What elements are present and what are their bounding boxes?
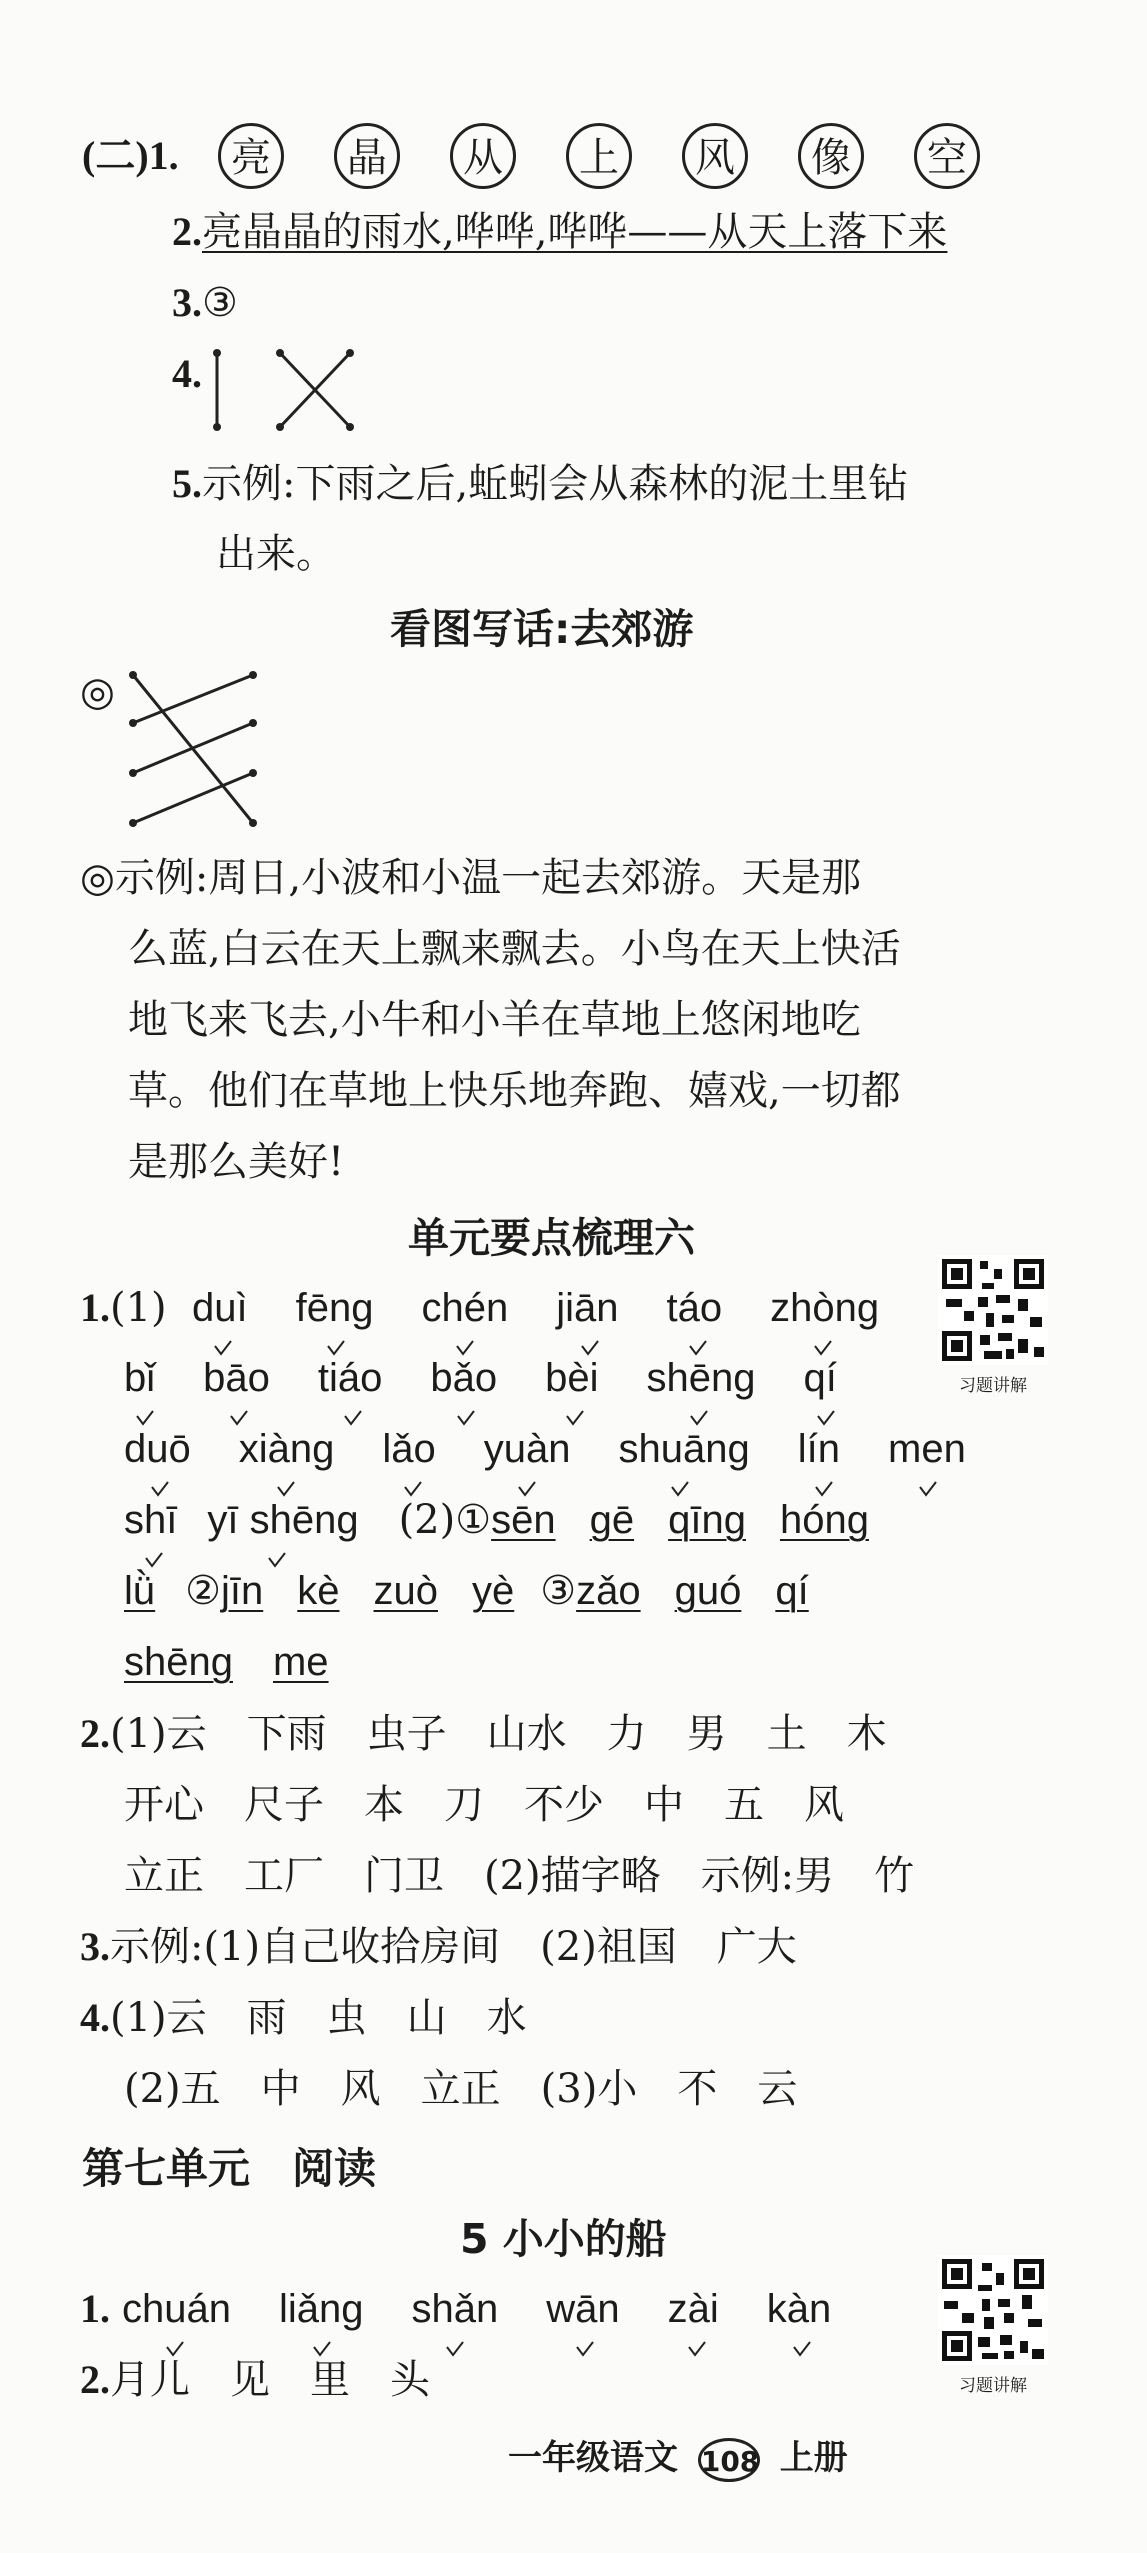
pinyin-item: wān (546, 2283, 619, 2335)
question-number: 3. (80, 1924, 110, 1969)
circled-char: 亮 (218, 123, 284, 189)
question-number: 5. (172, 461, 202, 506)
q2-2-row (172, 206, 947, 258)
pinyin-item: duō (124, 1423, 191, 1475)
pinyin-item: qí (804, 1352, 837, 1404)
sub-label: (1) (110, 1285, 167, 1331)
writing-line: 是那么美好! (128, 1139, 345, 1185)
pinyin-answer: yè (472, 1569, 515, 1613)
pinyin-row (122, 2283, 879, 2335)
pinyin-item: fēng (296, 1282, 374, 1334)
writing-line: 么蓝,白云在天上飘来飘去。小鸟在天上快活 (128, 926, 901, 972)
pinyin-answer: zǎo (576, 1569, 641, 1613)
pinyin-answer: jīn (221, 1569, 264, 1613)
check-icon (688, 2341, 706, 2357)
pinyin-item: lín (798, 1423, 840, 1475)
answer-row (80, 1992, 527, 2044)
question-number: 3. (172, 280, 202, 325)
circled-char: 晶 (334, 123, 400, 189)
question-number: 1. (80, 2286, 110, 2331)
pinyin-item: lǎo (382, 1423, 435, 1475)
question-number: 2. (80, 2357, 110, 2402)
answer-row (80, 1708, 887, 1760)
pinyin-item: kàn (767, 2283, 832, 2335)
answer-text: 月儿 见 里 头 (110, 2357, 430, 2403)
pinyin-item: shēng (647, 1352, 756, 1404)
answer-text: 示例:下雨之后,蚯蚓会从森林的泥土里钻 (202, 461, 909, 507)
unit-heading: 第七单元 阅读 (82, 2144, 377, 2193)
writing-line: 草。他们在草地上快乐地奔跑、嬉戏,一切都 (128, 1068, 901, 1114)
answer-row (80, 1921, 797, 1973)
qr-code[interactable] (938, 2255, 1048, 2396)
question-number: 2. (80, 1711, 110, 1756)
pinyin-item: tiáo (318, 1352, 383, 1404)
answer-text: 立正 工厂 门卫 (2)描字略 示例:男 竹 (124, 1853, 915, 1899)
page-footer (508, 2428, 848, 2488)
pinyin-item: yuàn (484, 1423, 571, 1475)
question-number: 4. (80, 1995, 110, 2040)
q2-4-row (172, 348, 202, 400)
footer-volume: 上册 (779, 2438, 848, 2478)
pinyin-item: shǎn (412, 2283, 499, 2335)
question-number: 1. (148, 133, 179, 178)
question-number: 2. (172, 209, 202, 254)
pinyin-row (124, 1494, 869, 1546)
pinyin-item: chén (421, 1282, 508, 1334)
pinyin-answer: shēng (124, 1640, 233, 1684)
check-icon (576, 2341, 594, 2357)
section-prefix: (二) (82, 133, 149, 178)
pinyin-answer: qīng (668, 1498, 746, 1542)
pinyin-item: zài (668, 2283, 719, 2335)
answer-text: 示例:(1)自己收拾房间 (2)祖国 广大 (110, 1924, 797, 1970)
pinyin-item: jiān (556, 1282, 618, 1334)
answer-text: ③ (202, 280, 238, 326)
sub-label: ③ (540, 1568, 577, 1614)
pinyin-item: yī shēng (207, 1494, 358, 1546)
target-mark: ◎ (80, 669, 115, 715)
pinyin-answer: zuò (373, 1569, 438, 1613)
question-number: 1. (80, 1285, 110, 1330)
question-number-row (80, 2283, 110, 2335)
writing-line: ◎示例:周日,小波和小温一起去郊游。天是那 (80, 855, 862, 901)
pinyin-item: xiàng (239, 1423, 335, 1475)
answer-text: (1)云 下雨 虫子 山水 力 男 土 木 (110, 1711, 887, 1757)
check-icon (446, 2341, 464, 2357)
circled-chars (218, 123, 1030, 189)
pinyin-item: liǎng (279, 2283, 364, 2335)
answer-text: 开心 尺子 本 刀 不少 中 五 风 (124, 1782, 844, 1828)
answer-text: (2)五 中 风 立正 (3)小 不 云 (124, 2066, 798, 2112)
pinyin-row (124, 1565, 809, 1617)
circled-char: 像 (798, 123, 864, 189)
pinyin-row (124, 1423, 1014, 1475)
answer-text: 亮晶晶的雨水,哗哗,哗哗——从天上落下来 (202, 209, 948, 255)
pinyin-answer: gē (589, 1498, 635, 1542)
pinyin-item: táo (666, 1282, 722, 1334)
section-title: 单元要点梳理六 (408, 1214, 695, 1262)
q2-1-row (82, 130, 179, 182)
pinyin-item: duì (192, 1282, 248, 1334)
matching-lines-figure (118, 665, 268, 835)
qr-code[interactable] (938, 1255, 1048, 1396)
lesson-title: 5 小小的船 (460, 2215, 667, 2263)
qr-caption: 习题讲解 (959, 1376, 1027, 1396)
pinyin-item: zhòng (770, 1282, 879, 1334)
pinyin-item: shuāng (619, 1423, 750, 1475)
pinyin-item: shī (124, 1494, 177, 1546)
footer-subject: 一年级语文 (508, 2438, 678, 2478)
pinyin-answer: guó (674, 1569, 742, 1613)
answer-row (80, 2354, 430, 2406)
pinyin-item: bǐ (124, 1352, 155, 1404)
pinyin-item: chuán (122, 2283, 231, 2335)
pinyin-item: bèi (545, 1352, 598, 1404)
pinyin-row (124, 1636, 329, 1688)
pinyin-answer: lǜ (124, 1569, 156, 1613)
pinyin-item: men (888, 1423, 966, 1475)
writing-line: 地飞来飞去,小牛和小羊在草地上悠闲地吃 (128, 997, 861, 1043)
check-icon (793, 2341, 811, 2357)
q2-5-row (172, 458, 908, 510)
circled-char: 风 (682, 123, 748, 189)
circled-char: 空 (914, 123, 980, 189)
sub-label: (2)① (398, 1497, 492, 1543)
qr-code-icon (938, 1255, 1048, 1365)
question-number-row (80, 1282, 167, 1334)
pinyin-item: bāo (203, 1352, 270, 1404)
check-icon (919, 1481, 937, 1497)
answer-text: (1)云 雨 虫 山 水 (110, 1995, 527, 2041)
question-number: 4. (172, 351, 202, 396)
qr-code-icon (938, 2255, 1048, 2365)
pinyin-row (192, 1282, 927, 1334)
matching-lines-figure (205, 345, 365, 435)
page-number: 108 (698, 2438, 760, 2482)
pinyin-answer: qí (775, 1569, 809, 1613)
pinyin-answer: kè (297, 1569, 340, 1613)
pinyin-answer: me (272, 1640, 329, 1684)
q2-3-row (172, 277, 238, 329)
pinyin-item: bǎo (430, 1352, 497, 1404)
section-title: 看图写话:去郊游 (390, 605, 694, 653)
sub-label: ② (185, 1568, 221, 1614)
circled-char: 上 (566, 123, 632, 189)
answer-text: 出来。 (216, 531, 336, 577)
circled-char: 从 (450, 123, 516, 189)
pinyin-row (124, 1352, 885, 1404)
qr-caption: 习题讲解 (959, 2376, 1027, 2396)
pinyin-answer: sēn (491, 1498, 556, 1542)
pinyin-answer: hóng (779, 1498, 869, 1542)
